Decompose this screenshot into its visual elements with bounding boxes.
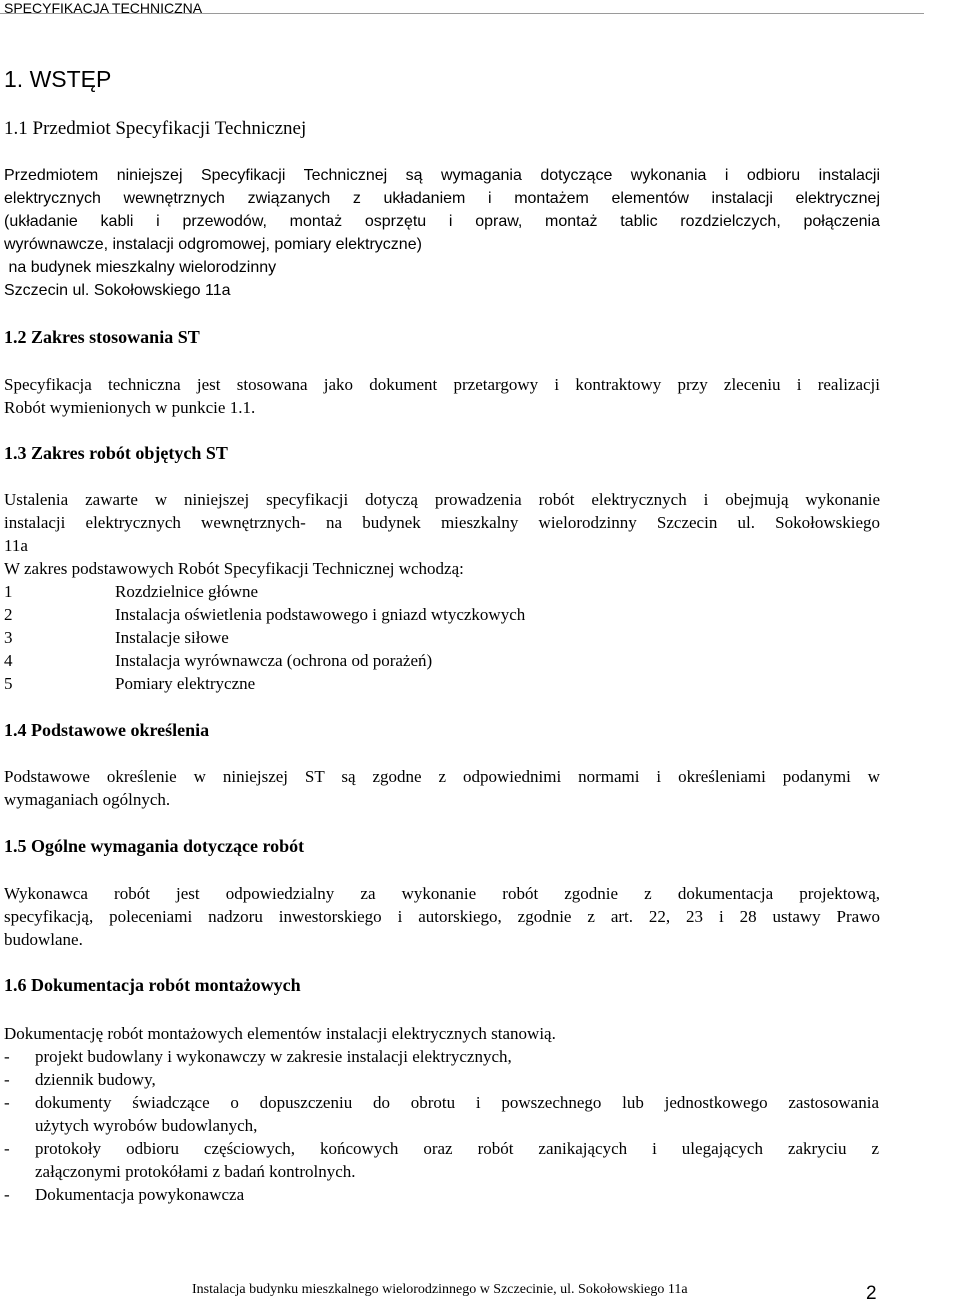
section-1-4-line: Podstawowe określenie w niniejszej ST są zgodne z odpowiednimi normami i określeniami podanymi w: [4, 767, 880, 786]
bullet-dash: -: [4, 1139, 10, 1158]
section-1-1-line: Szczecin ul. Sokołowskiego 11a: [4, 282, 231, 299]
bullet-text: protokoły odbioru częściowych, końcowych oraz robót zanikających i ulegających zakryciu z: [35, 1139, 879, 1158]
section-1-2-heading: 1.2 Zakres stosowania ST: [4, 327, 200, 347]
section-1-3-line: 11a: [4, 536, 28, 555]
scope-item-number: 3: [4, 628, 13, 647]
section-1-1-line: na budynek mieszkalny wielorodzinny: [4, 259, 277, 276]
section-1-1-line: Przedmiotem niniejszej Specyfikacji Technicznej są wymagania dotyczące wykonania i odbioru instalacji: [4, 167, 880, 184]
bullet-dash: -: [4, 1070, 10, 1089]
footer-text: Instalacja budynku mieszkalnego wielorodzinnego w Szczecinie, ul. Sokołowskiego 11a: [192, 1282, 688, 1297]
bullet-text: Dokumentacja powykonawcza: [35, 1185, 245, 1204]
section-1-5-line: budowlane.: [4, 930, 83, 949]
scope-item-text: Rozdzielnice główne: [115, 582, 259, 601]
section-1-4-heading: 1.4 Podstawowe określenia: [4, 720, 210, 740]
section-1-1-line: (układanie kabli i przewodów, montaż osprzętu i opraw, montaż tablic rozdzielczych, połączenia: [4, 213, 880, 230]
section-1-3-line: instalacji elektrycznych wewnętrznych- na budynek mieszkalny wielorodzinny Szczecin ul. Sokołowskiego: [4, 513, 880, 532]
scope-item-text: Pomiary elektryczne: [115, 674, 256, 693]
section-1-6-intro: Dokumentację robót montażowych elementów instalacji elektrycznych stanowią.: [4, 1024, 556, 1043]
section-1-3-line: W zakres podstawowych Robót Specyfikacji Technicznej wchodzą:: [4, 559, 464, 578]
section-1-2-line: Specyfikacja techniczna jest stosowana jako dokument przetargowy i kontraktowy przy zleceniu i realizacji: [4, 375, 880, 394]
bullet-text-continued: użytych wyrobów budowlanych,: [35, 1116, 258, 1135]
bullet-dash: -: [4, 1047, 10, 1066]
bullet-dash: -: [4, 1185, 10, 1204]
section-1-5-heading: 1.5 Ogólne wymagania dotyczące robót: [4, 836, 305, 856]
section-1-3-line: Ustalenia zawarte w niniejszej specyfikacji dotyczą prowadzenia robót elektrycznych i obejmują wykonanie: [4, 490, 880, 509]
section-1-3-heading: 1.3 Zakres robót objętych ST: [4, 443, 228, 463]
section-1-6-heading: 1.6 Dokumentacja robót montażowych: [4, 975, 301, 995]
section-1-5-line: specyfikacją, poleceniami nadzoru inwestorskiego i autorskiego, zgodnie z art. 22, 23 i 28 ustawy Prawo: [4, 907, 880, 926]
bullet-text: projekt budowlany i wykonawczy w zakresie instalacji elektrycznych,: [35, 1047, 512, 1066]
scope-item-number: 4: [4, 651, 13, 670]
section-1-1-line: elektrycznych wewnętrznych związanych z układaniem i montażem elementów instalacji elektrycznej: [4, 190, 880, 207]
section-1-1-line: wyrównawcze, instalacji odgromowej, pomiary elektryczne): [4, 236, 422, 253]
scope-item-text: Instalacje siłowe: [115, 628, 229, 647]
bullet-text-continued: załączonymi protokółami z badań kontrolnych.: [35, 1162, 356, 1181]
page-number: 2: [866, 1283, 877, 1304]
section-1-1-heading: 1.1 Przedmiot Specyfikacji Technicznej: [4, 118, 307, 139]
section-1-4-line: wymaganiach ogólnych.: [4, 790, 171, 809]
main-heading: 1. WSTĘP: [4, 66, 112, 92]
scope-item-number: 2: [4, 605, 13, 624]
bullet-text: dokumenty świadczące o dopuszczeniu do obrotu i powszechnego lub jednostkowego zastosowania: [35, 1093, 879, 1112]
running-header: SPECYFIKACJA TECHNICZNA: [4, 0, 203, 16]
scope-item-number: 5: [4, 674, 13, 693]
scope-item-number: 1: [4, 582, 13, 601]
section-1-2-line: Robót wymienionych w punkcie 1.1.: [4, 398, 256, 417]
section-1-5-line: Wykonawca robót jest odpowiedzialny za wykonanie robót zgodnie z dokumentacja projektową,: [4, 884, 880, 903]
header-divider: [0, 13, 924, 14]
bullet-dash: -: [4, 1093, 10, 1112]
scope-item-text: Instalacja oświetlenia podstawowego i gniazd wtyczkowych: [115, 605, 526, 624]
scope-item-text: Instalacja wyrównawcza (ochrona od porażeń): [115, 651, 433, 670]
bullet-text: dziennik budowy,: [35, 1070, 156, 1089]
